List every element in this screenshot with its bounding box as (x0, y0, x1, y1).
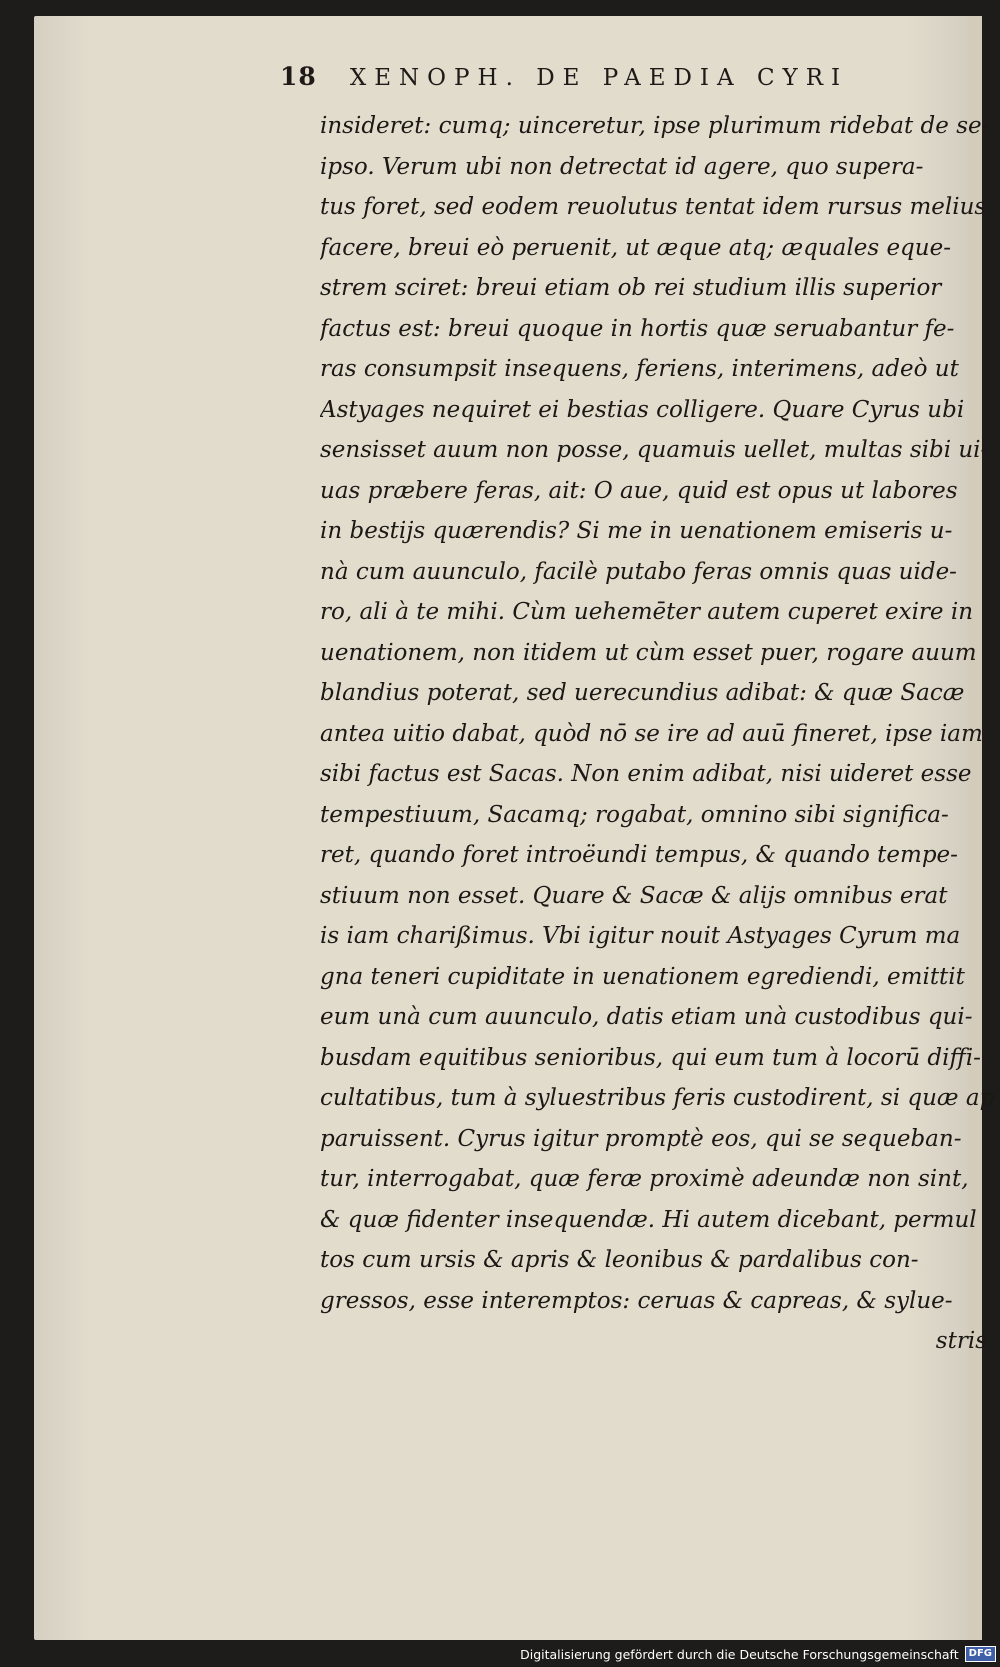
text-line: ras consumpsit insequens, feriens, interimens, adeò ut (320, 356, 959, 382)
text-line: sibi factus est Sacas. Non enim adibat, nisi uideret esse (320, 761, 972, 787)
text-line: tus foret, sed eodem reuolutus tentat idem rursus melius (320, 194, 987, 220)
text-line: sensisset auum non posse, quamuis uellet, multas sibi ui- (320, 437, 989, 463)
page-header (280, 62, 930, 102)
text-line: insideret: cumq; uinceretur, ipse plurimum ridebat de se- (320, 113, 990, 139)
catchword: stris (935, 1328, 987, 1354)
text-line: stiuum non esset. Quare & Sacæ & alijs omnibus erat (320, 882, 948, 909)
text-line: gressos, esse interemptos: ceruas & capreas, & sylue- (320, 1287, 953, 1314)
text-line: blandius poterat, sed uerecundius adibat: & quæ Sacæ (320, 680, 965, 706)
text-line: factus est: breui quoque in hortis quæ seruabantur fe- (320, 315, 955, 342)
text-line: paruissent. Cyrus igitur promptè eos, qui se sequeban- (320, 1125, 962, 1152)
text-line: gna teneri cupiditate in uenationem egrediendi, emittit (320, 963, 965, 990)
text-line: in bestijs quærendis? Si me in uenationem emiseris u- (320, 518, 953, 544)
text-line: tempestiuum, Sacamq; rogabat, omnino sibi significa- (320, 801, 949, 828)
text-line: cultatibus, tum à syluestribus feris custodirent, si quæ ap (320, 1085, 995, 1111)
text-line: & quæ fidenter insequendæ. Hi autem dicebant, permul (320, 1206, 977, 1233)
text-line: eum unà cum auunculo, datis etiam unà custodibus qui- (320, 1004, 973, 1030)
text-line: is iam charißimus. Vbi igitur nouit Astyages Cyrum ma (320, 923, 961, 949)
footer-credit: Digitalisierung gefördert durch die Deutsche Forschungsgemeinschaft (520, 1646, 959, 1662)
text-line: nà cum auunculo, facilè putabo feras omnis quas uide- (320, 558, 957, 585)
text-line: uenationem, non itidem ut cùm esset puer, rogare auum (320, 639, 977, 666)
book-page (34, 16, 995, 1640)
text-line: Astyages nequiret ei bestias colligere. Quare Cyrus ubi (320, 396, 965, 423)
body-text (320, 106, 995, 1362)
running-title: XENOPH. DE PAEDIA CYRI (349, 65, 849, 91)
folio-number: 18 (280, 62, 317, 91)
text-line: uas præbere feras, ait: O aue, quid est opus ut labores (320, 477, 958, 504)
text-line: ret, quando foret introëundi tempus, & quando tempe- (320, 842, 958, 868)
text-line: facere, breui eò peruenit, ut æque atq; æquales eque- (320, 234, 951, 261)
text-line: tos cum ursis & apris & leonibus & pardalibus con- (320, 1247, 919, 1273)
digitization-footer (520, 1643, 996, 1665)
text-line: ipso. Verum ubi non detrectat id agere, quo supera- (320, 153, 924, 180)
text-line: busdam equitibus senioribus, qui eum tum à locorū diffi- (320, 1044, 981, 1071)
text-line: antea uitio dabat, quòd nō se ire ad auū fineret, ipse iam (320, 720, 983, 747)
text-line: strem sciret: breui etiam ob rei studium illis superior (320, 275, 942, 301)
text-line: ro, ali à te mihi. Cùm uehemēter autem cuperet exire in (320, 599, 974, 625)
dfg-logo-icon: DFG (965, 1646, 996, 1662)
text-line: tur, interrogabat, quæ feræ proximè adeundæ non sint, (320, 1166, 969, 1192)
